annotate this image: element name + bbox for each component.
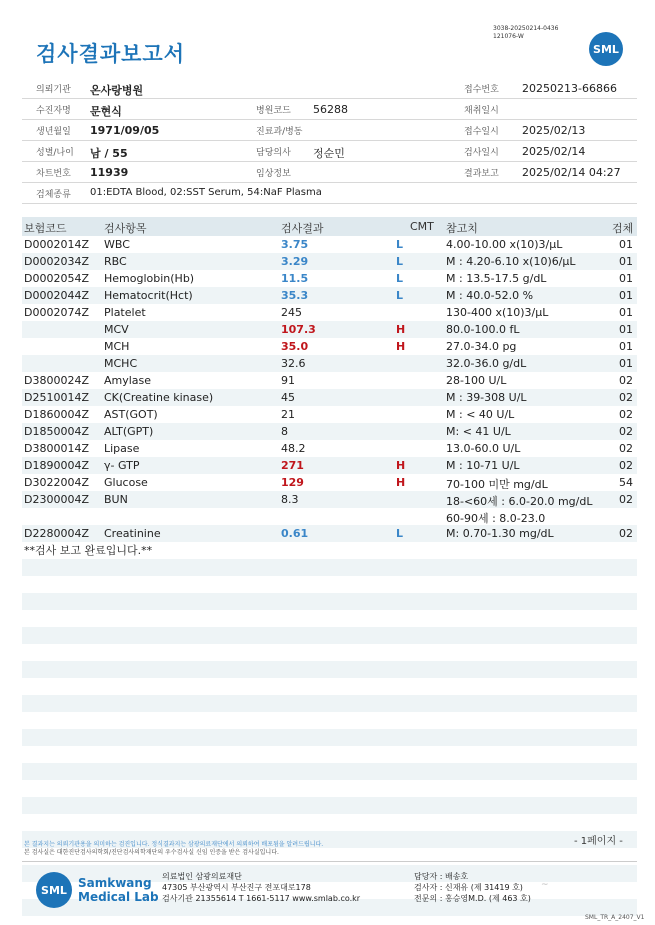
info-row bbox=[22, 183, 637, 204]
receipt-date-label: 접수일시 bbox=[464, 127, 499, 137]
cell-specimen: 54 bbox=[619, 476, 633, 489]
receipt-no-value: 20250213-66866 bbox=[522, 82, 617, 95]
table-row bbox=[22, 440, 637, 457]
cell-result: 129 bbox=[281, 476, 304, 489]
page-number: - 1페이지 - bbox=[574, 836, 623, 847]
info-row bbox=[22, 162, 637, 183]
cell-flag: H bbox=[396, 323, 406, 336]
dept-label: 진료과/병동 bbox=[256, 127, 303, 137]
table-row bbox=[22, 508, 637, 525]
cell-specimen: 02 bbox=[619, 459, 633, 472]
cell-result: 8.3 bbox=[281, 493, 299, 506]
cell-specimen: 01 bbox=[619, 238, 633, 251]
blank-row bbox=[22, 627, 637, 644]
info-row bbox=[22, 141, 637, 162]
cell-specimen: 02 bbox=[619, 493, 633, 506]
cell-specimen: 01 bbox=[619, 323, 633, 336]
cell-code: D2280004Z bbox=[24, 527, 89, 540]
cell-flag: L bbox=[396, 238, 404, 251]
hospital-code-label: 병원코드 bbox=[256, 106, 291, 116]
cell-item: BUN bbox=[104, 493, 128, 506]
cell-item: CK(Creatine kinase) bbox=[104, 391, 214, 404]
hospital-code-value: 56288 bbox=[313, 103, 348, 116]
cell-ref: 13.0-60.0 U/L bbox=[446, 442, 521, 455]
cell-code: D3800024Z bbox=[24, 374, 89, 387]
institution-value: 온사랑병원 bbox=[90, 84, 144, 97]
cell-flag: H bbox=[396, 459, 406, 472]
table-row bbox=[22, 423, 637, 440]
cell-ref: M : 10-71 U/L bbox=[446, 459, 520, 472]
cell-flag: L bbox=[396, 289, 404, 302]
table-row bbox=[22, 270, 637, 287]
staff-info bbox=[414, 871, 531, 904]
cell-result: 8 bbox=[281, 425, 288, 438]
cell-item: γ- GTP bbox=[104, 459, 140, 472]
staff-manager: 담당자 : 배송호 bbox=[414, 872, 469, 881]
org-name: 의료법인 삼광의료재단 bbox=[162, 872, 242, 881]
blank-row bbox=[22, 763, 637, 780]
cell-ref: M: < 41 U/L bbox=[446, 425, 511, 438]
cell-result: 32.6 bbox=[281, 357, 306, 370]
completion-note: **검사 보고 완료입니다.** bbox=[24, 544, 153, 557]
col-cmt-header: CMT bbox=[410, 220, 434, 233]
cell-result: 11.5 bbox=[281, 272, 309, 285]
sex-age-value: 남 / 55 bbox=[90, 147, 128, 160]
cell-code: D3022004Z bbox=[24, 476, 89, 489]
clinical-label: 임상정보 bbox=[256, 169, 291, 179]
cell-code: D0002074Z bbox=[24, 306, 89, 319]
table-row bbox=[22, 389, 637, 406]
specimen-value: 01:EDTA Blood, 02:SST Serum, 54:NaF Plasma bbox=[90, 187, 322, 198]
blank-row bbox=[22, 661, 637, 678]
cell-item: MCHC bbox=[104, 357, 138, 370]
cell-ref: 130-400 x(10)3/μL bbox=[446, 306, 549, 319]
cell-ref: M : 4.20-6.10 x(10)6/μL bbox=[446, 255, 576, 268]
cell-flag: H bbox=[396, 340, 406, 353]
cell-code: D0002044Z bbox=[24, 289, 89, 302]
brand-name bbox=[78, 876, 159, 904]
receipt-date-value: 2025/02/13 bbox=[522, 124, 586, 137]
cell-flag: H bbox=[396, 476, 406, 489]
cell-code: D0002014Z bbox=[24, 238, 89, 251]
top-code-1: 3038-20250214-0436 bbox=[493, 25, 559, 32]
table-row bbox=[22, 406, 637, 423]
cell-specimen: 02 bbox=[619, 527, 633, 540]
cell-result: 3.75 bbox=[281, 238, 309, 251]
col-item-header: 검사항목 bbox=[104, 222, 147, 235]
patient-value: 문현식 bbox=[90, 105, 122, 118]
cell-item: ALT(GPT) bbox=[104, 425, 154, 438]
cell-ref: M: 0.70-1.30 mg/dL bbox=[446, 527, 554, 540]
cell-result: 35.0 bbox=[281, 340, 309, 353]
cell-item: Platelet bbox=[104, 306, 146, 319]
cell-result: 271 bbox=[281, 459, 304, 472]
info-row bbox=[22, 99, 637, 120]
cell-specimen: 01 bbox=[619, 272, 633, 285]
cell-item: Amylase bbox=[104, 374, 152, 387]
table-row bbox=[22, 474, 637, 491]
note-line-1: 본 결과지는 의뢰기관용을 의미하는 검진입니다. 정식결과지는 삼광의료재단에서 의뢰하여 배포됨을 알려드립니다. bbox=[24, 841, 324, 848]
doc-code: SML_TR_A_2407_V1 bbox=[585, 914, 645, 921]
cell-item: AST(GOT) bbox=[104, 408, 158, 421]
report-date-label: 결과보고 bbox=[464, 169, 499, 179]
cell-ref: 28-100 U/L bbox=[446, 374, 507, 387]
birth-value: 1971/09/05 bbox=[90, 124, 160, 137]
org-info bbox=[162, 871, 360, 904]
blank-row bbox=[22, 729, 637, 746]
table-row bbox=[22, 287, 637, 304]
brand-line-1: Samkwang bbox=[78, 876, 152, 890]
cell-flag: L bbox=[396, 272, 404, 285]
cell-code: D2300004Z bbox=[24, 493, 89, 506]
cell-result: 45 bbox=[281, 391, 295, 404]
cell-result: 91 bbox=[281, 374, 295, 387]
report-barcode-text bbox=[493, 25, 558, 41]
cell-specimen: 02 bbox=[619, 408, 633, 421]
cell-specimen: 01 bbox=[619, 306, 633, 319]
blank-row bbox=[22, 593, 637, 610]
col-ref-header: 참고치 bbox=[446, 222, 478, 235]
cell-ref: 32.0-36.0 g/dL bbox=[446, 357, 527, 370]
table-row bbox=[22, 321, 637, 338]
cell-code: D0002034Z bbox=[24, 255, 89, 268]
cell-ref: 18-<60세 : 6.0-20.0 mg/dL bbox=[446, 495, 593, 508]
cell-item: RBC bbox=[104, 255, 127, 268]
cell-item: Creatinine bbox=[104, 527, 161, 540]
cell-code: D1860004Z bbox=[24, 408, 89, 421]
test-date-value: 2025/02/14 bbox=[522, 145, 586, 158]
report-title: 검사결과보고서 bbox=[36, 42, 186, 66]
chart-value: 11939 bbox=[90, 166, 129, 179]
cell-specimen: 02 bbox=[619, 391, 633, 404]
specimen-label: 검체종류 bbox=[36, 190, 71, 200]
cell-code: D3800014Z bbox=[24, 442, 89, 455]
cell-ref: 27.0-34.0 pg bbox=[446, 340, 517, 353]
cell-item: MCH bbox=[104, 340, 130, 353]
table-row bbox=[22, 525, 637, 542]
cell-result: 107.3 bbox=[281, 323, 316, 336]
collect-date-label: 채취일시 bbox=[464, 106, 499, 116]
cell-specimen: 01 bbox=[619, 289, 633, 302]
org-address: 47305 부산광역시 부산진구 전포대로178 bbox=[162, 883, 311, 892]
col-result-header: 검사결과 bbox=[281, 222, 324, 235]
cell-code: D1850004Z bbox=[24, 425, 89, 438]
cell-specimen: 02 bbox=[619, 374, 633, 387]
table-row bbox=[22, 304, 637, 321]
col-code-header: 보험코드 bbox=[24, 222, 67, 235]
blank-row bbox=[22, 797, 637, 814]
doctor-value: 정순민 bbox=[313, 147, 345, 160]
table-row bbox=[22, 338, 637, 355]
table-row bbox=[22, 372, 637, 389]
cell-flag: L bbox=[396, 255, 404, 268]
cell-item: Hematocrit(Hct) bbox=[104, 289, 193, 302]
cell-specimen: 01 bbox=[619, 357, 633, 370]
cell-item: MCV bbox=[104, 323, 129, 336]
cell-code: D1890004Z bbox=[24, 459, 89, 472]
sex-age-label: 성별/나이 bbox=[36, 148, 74, 158]
cell-ref: 70-100 미만 mg/dL bbox=[446, 478, 548, 491]
cell-result: 3.29 bbox=[281, 255, 309, 268]
table-row bbox=[22, 253, 637, 270]
cell-specimen: 01 bbox=[619, 340, 633, 353]
report-notes bbox=[24, 841, 323, 857]
institution-label: 의뢰기관 bbox=[36, 85, 71, 95]
cell-result: 21 bbox=[281, 408, 295, 421]
staff-specialist: 전문의 : 홍승영M.D. (제 463 호) bbox=[414, 894, 531, 903]
birth-label: 생년월일 bbox=[36, 127, 71, 137]
cell-ref: M : 13.5-17.5 g/dL bbox=[446, 272, 547, 285]
patient-label: 수진자명 bbox=[36, 106, 71, 116]
results-table-header bbox=[22, 217, 637, 236]
chart-label: 차트번호 bbox=[36, 169, 71, 179]
blank-row bbox=[22, 695, 637, 712]
cell-specimen: 02 bbox=[619, 425, 633, 438]
cell-result: 0.61 bbox=[281, 527, 309, 540]
note-line-2: 본 검사실은 대한진단검사의학회/진단검사의학재단의 우수검사실 신임 인증을 받은 검사실입니다. bbox=[24, 849, 279, 856]
signature-mark: ~ bbox=[541, 880, 549, 890]
cell-ref: M : < 40 U/L bbox=[446, 408, 515, 421]
receipt-no-label: 접수번호 bbox=[464, 85, 499, 95]
cell-ref: 80.0-100.0 fL bbox=[446, 323, 520, 336]
info-row bbox=[22, 120, 637, 141]
cell-result: 48.2 bbox=[281, 442, 306, 455]
cell-specimen: 01 bbox=[619, 255, 633, 268]
cell-item: Hemoglobin(Hb) bbox=[104, 272, 195, 285]
cell-ref: M : 39-308 U/L bbox=[446, 391, 527, 404]
cell-item: Lipase bbox=[104, 442, 140, 455]
cell-result: 245 bbox=[281, 306, 302, 319]
cell-ref: 60-90세 : 8.0-23.0 bbox=[446, 512, 546, 525]
doctor-label: 담당의사 bbox=[256, 148, 291, 158]
col-specimen-header: 검체 bbox=[612, 222, 634, 235]
table-row bbox=[22, 491, 637, 508]
cell-ref: M : 40.0-52.0 % bbox=[446, 289, 534, 302]
report-date-value: 2025/02/14 04:27 bbox=[522, 166, 621, 179]
sml-logo: SML bbox=[589, 32, 623, 66]
blank-row bbox=[22, 559, 637, 576]
cell-result: 35.3 bbox=[281, 289, 309, 302]
cell-flag: L bbox=[396, 527, 404, 540]
cell-code: D2510014Z bbox=[24, 391, 89, 404]
table-row bbox=[22, 236, 637, 253]
table-row bbox=[22, 457, 637, 474]
info-row bbox=[22, 78, 637, 99]
cell-item: Glucose bbox=[104, 476, 148, 489]
top-code-2: 121076-W bbox=[493, 33, 524, 40]
test-date-label: 검사일시 bbox=[464, 148, 499, 158]
cell-item: WBC bbox=[104, 238, 130, 251]
table-row bbox=[22, 355, 637, 372]
brand-line-2: Medical Lab bbox=[78, 890, 159, 904]
org-contact: 검사기관 21355614 T 1661-5117 www.smlab.co.kr bbox=[162, 894, 361, 903]
footer-divider bbox=[22, 861, 637, 862]
staff-tester: 검사자 : 신재유 (제 31419 호) bbox=[414, 883, 523, 892]
cell-specimen: 02 bbox=[619, 442, 633, 455]
cell-code: D0002054Z bbox=[24, 272, 89, 285]
sml-footer-logo: SML bbox=[36, 872, 72, 908]
cell-ref: 4.00-10.00 x(10)3/μL bbox=[446, 238, 563, 251]
